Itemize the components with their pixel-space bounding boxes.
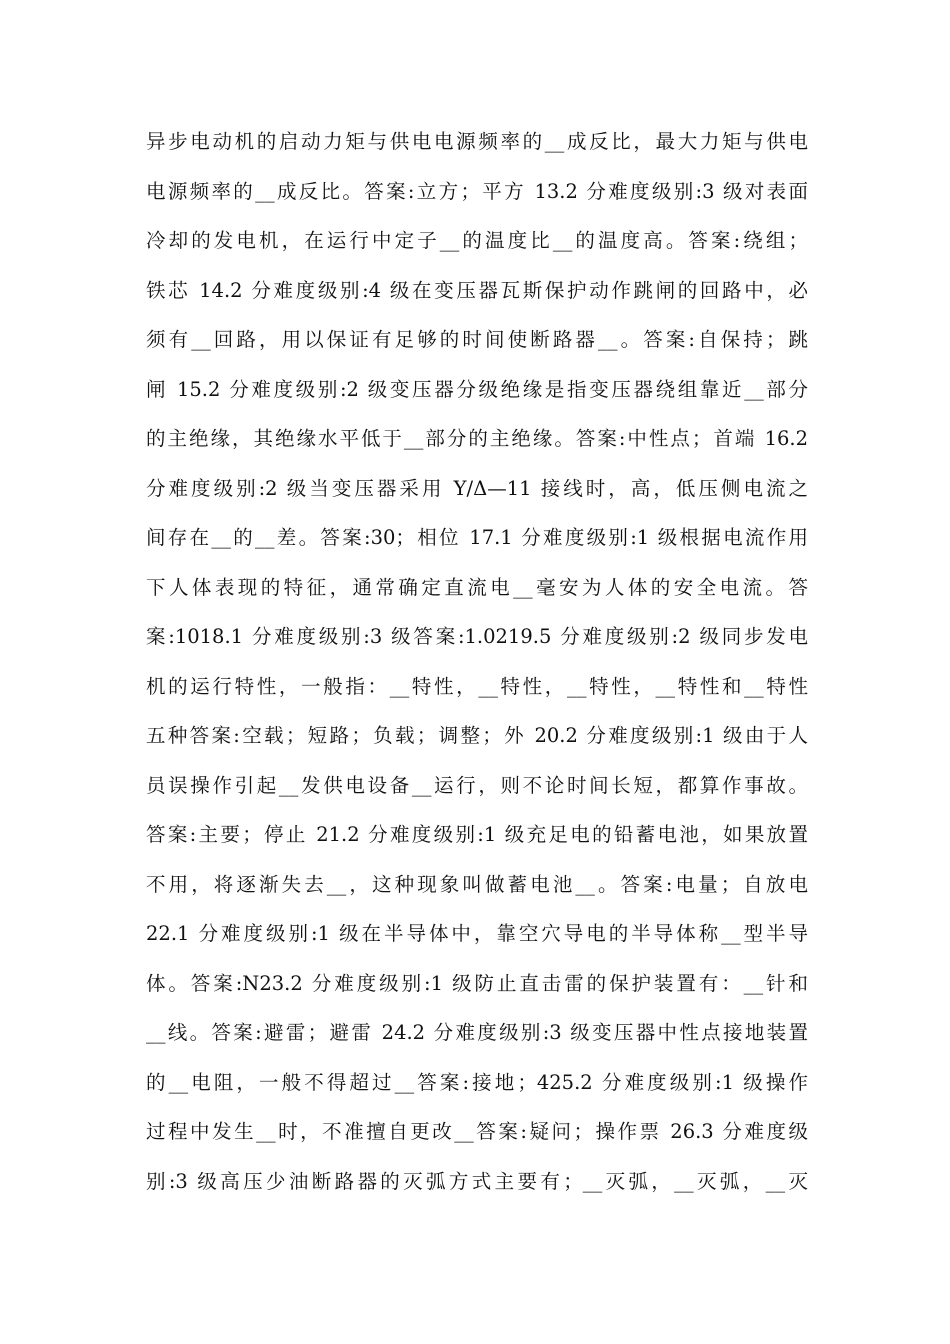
text-line-11: 案:1018.1 分难度级别:3 级答案:1.0219.5 分难度级别:2 级同步发电 <box>146 625 808 648</box>
text-line-19: __线。答案:避雷；避雷 24.2 分难度级别:3 级变压器中性点接地装置 <box>146 1021 808 1044</box>
text-line-20: 的__电阻，一般不得超过__答案:接地；425.2 分难度级别:1 级操作 <box>146 1070 808 1094</box>
text-line-3: 冷却的发电机，在运行中定子__的温度比__的温度高。答案:绕组； <box>146 229 808 252</box>
text-line-6: 闸 15.2 分难度级别:2 级变压器分级绝缘是指变压器绕组靠近__部分 <box>146 377 808 401</box>
text-line-13: 五种答案:空载；短路；负载；调整；外 20.2 分难度级别:1 级由于人 <box>146 724 808 747</box>
text-line-5: 须有__回路，用以保证有足够的时间使断路器__。答案:自保持；跳 <box>146 328 808 351</box>
text-line-21: 过程中发生__时，不准擅自更改__答案:疑问；操作票 26.3 分难度级 <box>146 1120 808 1143</box>
text-line-22: 别:3 级高压少油断路器的灭弧方式主要有；__灭弧，__灭弧，__灭 <box>146 1169 808 1193</box>
text-line-1: 异步电动机的启动力矩与供电电源频率的__成反比，最大力矩与供电 <box>146 130 808 153</box>
text-line-18: 体。答案:N23.2 分难度级别:1 级防止直击雷的保护装置有：__针和 <box>146 971 808 995</box>
text-line-17: 22.1 分难度级别:1 级在半导体中，靠空穴导电的半导体称__型半导 <box>146 922 808 945</box>
text-line-9: 间存在__的__差。答案:30；相位 17.1 分难度级别:1 级根据电流作用 <box>146 526 808 549</box>
text-line-16: 不用，将逐渐失去__，这种现象叫做蓄电池__。答案:电量；自放电 <box>146 872 808 896</box>
text-line-7: 的主绝缘，其绝缘水平低于__部分的主绝缘。答案:中性点；首端 16.2 <box>146 427 808 450</box>
text-line-10: 下人体表现的特征，通常确定直流电__毫安为人体的安全电流。答 <box>146 575 808 599</box>
text-line-8: 分难度级别:2 级当变压器采用 Y/Δ—11 接线时，高，低压侧电流之 <box>146 476 808 500</box>
text-line-2: 电源频率的__成反比。答案:立方；平方 13.2 分难度级别:3 级对表面 <box>146 179 808 203</box>
body-text <box>146 117 808 1206</box>
text-line-14: 员误操作引起__发供电设备__运行，则不论时间长短，都算作事故。 <box>146 773 808 797</box>
text-line-4: 铁芯 14.2 分难度级别:4 级在变压器瓦斯保护动作跳闸的回路中，必 <box>146 278 808 302</box>
text-line-12: 机的运行特性，一般指：__特性，__特性，__特性，__特性和__特性 <box>146 674 808 698</box>
text-line-15: 答案:主要；停止 21.2 分难度级别:1 级充足电的铅蓄电池，如果放置 <box>146 823 808 846</box>
